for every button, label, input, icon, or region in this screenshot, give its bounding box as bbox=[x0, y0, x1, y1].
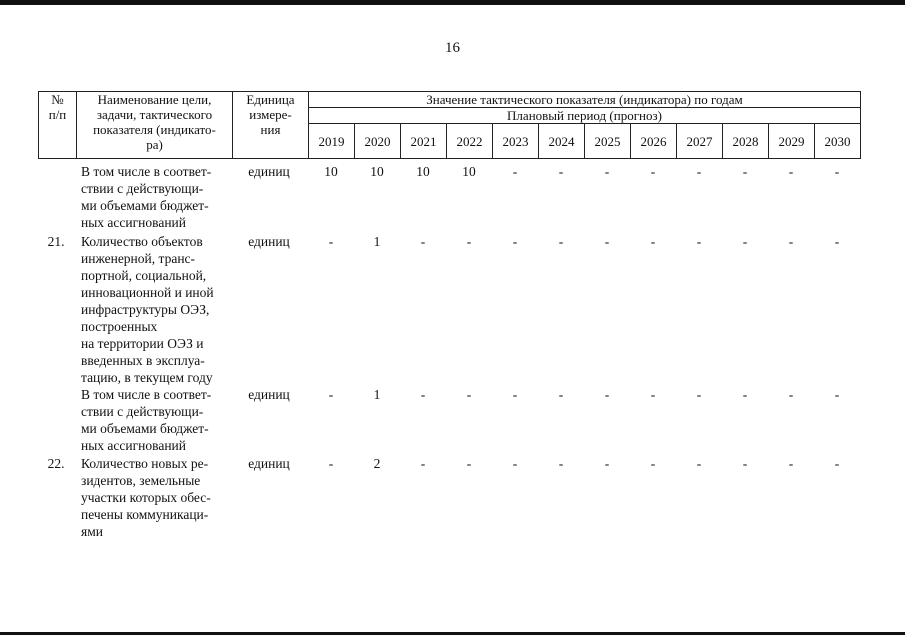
row-indicator-name bbox=[81, 386, 231, 454]
year-value: - bbox=[788, 164, 794, 179]
page-bottom-border bbox=[0, 632, 905, 635]
indicator-name-line: ных ассигнований bbox=[81, 438, 186, 453]
year-value: - bbox=[650, 234, 656, 249]
indicator-name-line: ми объемами бюджет- bbox=[81, 198, 209, 213]
row-unit: единиц bbox=[248, 234, 290, 249]
year-value: - bbox=[650, 456, 656, 471]
year-value: - bbox=[650, 164, 656, 179]
year-value: - bbox=[788, 456, 794, 471]
year-value: - bbox=[466, 387, 472, 402]
row-unit: единиц bbox=[248, 164, 290, 179]
indicator-name-line: ми объемами бюджет- bbox=[81, 421, 209, 436]
year-value: 10 bbox=[462, 164, 476, 179]
indicator-name-line: портной, социальной, bbox=[81, 268, 207, 283]
indicator-name-line: В том числе в соответ- bbox=[81, 164, 212, 179]
year-value: 10 bbox=[324, 164, 338, 179]
row-indicator-name bbox=[81, 455, 231, 540]
year-value: - bbox=[604, 164, 610, 179]
year-value: - bbox=[834, 387, 840, 402]
year-value: - bbox=[650, 387, 656, 402]
year-value: 10 bbox=[370, 164, 384, 179]
indicator-name-line: зидентов, земельные bbox=[81, 473, 201, 488]
indicator-name-line: тацию, в текущем году bbox=[81, 370, 213, 385]
indicator-name-line: ствии с действующи- bbox=[81, 404, 204, 419]
indicator-name-line: инфраструктуры ОЭЗ, bbox=[81, 302, 210, 317]
header-year: 2024 bbox=[539, 124, 585, 159]
header-year: 2021 bbox=[401, 124, 447, 159]
indicator-name-line: на территории ОЭЗ и bbox=[81, 336, 204, 351]
year-value: - bbox=[696, 234, 702, 249]
header-name: Наименование цели, задачи, тактического показателя (индикато- ра) bbox=[77, 92, 233, 159]
year-value: - bbox=[558, 164, 564, 179]
row-number: 21. bbox=[47, 234, 65, 249]
table-header bbox=[38, 91, 861, 159]
year-value: - bbox=[420, 387, 426, 402]
year-value: - bbox=[834, 234, 840, 249]
row-unit: единиц bbox=[248, 387, 290, 402]
year-value: - bbox=[420, 456, 426, 471]
year-value: - bbox=[512, 234, 518, 249]
header-year: 2020 bbox=[355, 124, 401, 159]
year-value: - bbox=[788, 234, 794, 249]
year-value: - bbox=[466, 456, 472, 471]
year-value: - bbox=[512, 387, 518, 402]
year-value: - bbox=[604, 456, 610, 471]
header-year: 2026 bbox=[631, 124, 677, 159]
year-value: - bbox=[328, 387, 334, 402]
year-value: 10 bbox=[416, 164, 430, 179]
year-value: - bbox=[604, 234, 610, 249]
header-year: 2029 bbox=[769, 124, 815, 159]
year-value: - bbox=[512, 456, 518, 471]
year-value: - bbox=[420, 234, 426, 249]
indicator-name-line: ями bbox=[81, 524, 103, 539]
indicator-name-line: участки которых обес- bbox=[81, 490, 211, 505]
year-value: - bbox=[328, 234, 334, 249]
row-indicator-name bbox=[81, 163, 231, 231]
indicator-name-line: введенных в эксплуа- bbox=[81, 353, 205, 368]
header-values-group: Значение тактического показателя (индикатора) по годам bbox=[309, 92, 861, 108]
year-value: - bbox=[512, 164, 518, 179]
header-year: 2019 bbox=[309, 124, 355, 159]
row-unit: единиц bbox=[248, 456, 290, 471]
year-value: - bbox=[696, 387, 702, 402]
year-value: - bbox=[558, 387, 564, 402]
year-value: 2 bbox=[373, 456, 381, 471]
header-year: 2027 bbox=[677, 124, 723, 159]
header-year: 2023 bbox=[493, 124, 539, 159]
header-unit: Единица измере- ния bbox=[233, 92, 309, 159]
year-value: - bbox=[558, 234, 564, 249]
year-value: - bbox=[466, 234, 472, 249]
header-year: 2022 bbox=[447, 124, 493, 159]
header-year: 2025 bbox=[585, 124, 631, 159]
year-value: - bbox=[742, 456, 748, 471]
year-value: - bbox=[696, 456, 702, 471]
year-value: - bbox=[696, 164, 702, 179]
year-value: - bbox=[834, 164, 840, 179]
indicator-name-line: инновационной и иной bbox=[81, 285, 214, 300]
indicator-name-line: построенных bbox=[81, 319, 158, 334]
row-indicator-name bbox=[81, 233, 231, 386]
header-year: 2030 bbox=[815, 124, 861, 159]
indicator-name-line: Количество новых ре- bbox=[81, 456, 209, 471]
year-value: - bbox=[742, 164, 748, 179]
row-number: 22. bbox=[47, 456, 65, 471]
year-value: - bbox=[604, 387, 610, 402]
year-value: 1 bbox=[373, 387, 381, 402]
year-value: - bbox=[742, 387, 748, 402]
year-value: 1 bbox=[373, 234, 381, 249]
indicator-name-line: инженерной, транс- bbox=[81, 251, 196, 266]
page-top-border bbox=[0, 0, 905, 5]
header-planned-period: Плановый период (прогноз) bbox=[309, 108, 861, 124]
indicator-name-line: печены коммуникаци- bbox=[81, 507, 209, 522]
header-year: 2028 bbox=[723, 124, 769, 159]
indicator-name-line: Количество объектов bbox=[81, 234, 203, 249]
year-value: - bbox=[834, 456, 840, 471]
year-value: - bbox=[742, 234, 748, 249]
indicator-name-line: ствии с действующи- bbox=[81, 181, 204, 196]
indicator-name-line: ных ассигнований bbox=[81, 215, 186, 230]
header-number: № п/п bbox=[39, 92, 77, 159]
year-value: - bbox=[328, 456, 334, 471]
year-value: - bbox=[788, 387, 794, 402]
year-value: - bbox=[558, 456, 564, 471]
indicator-name-line: В том числе в соответ- bbox=[81, 387, 212, 402]
page-number: 16 bbox=[445, 40, 460, 56]
